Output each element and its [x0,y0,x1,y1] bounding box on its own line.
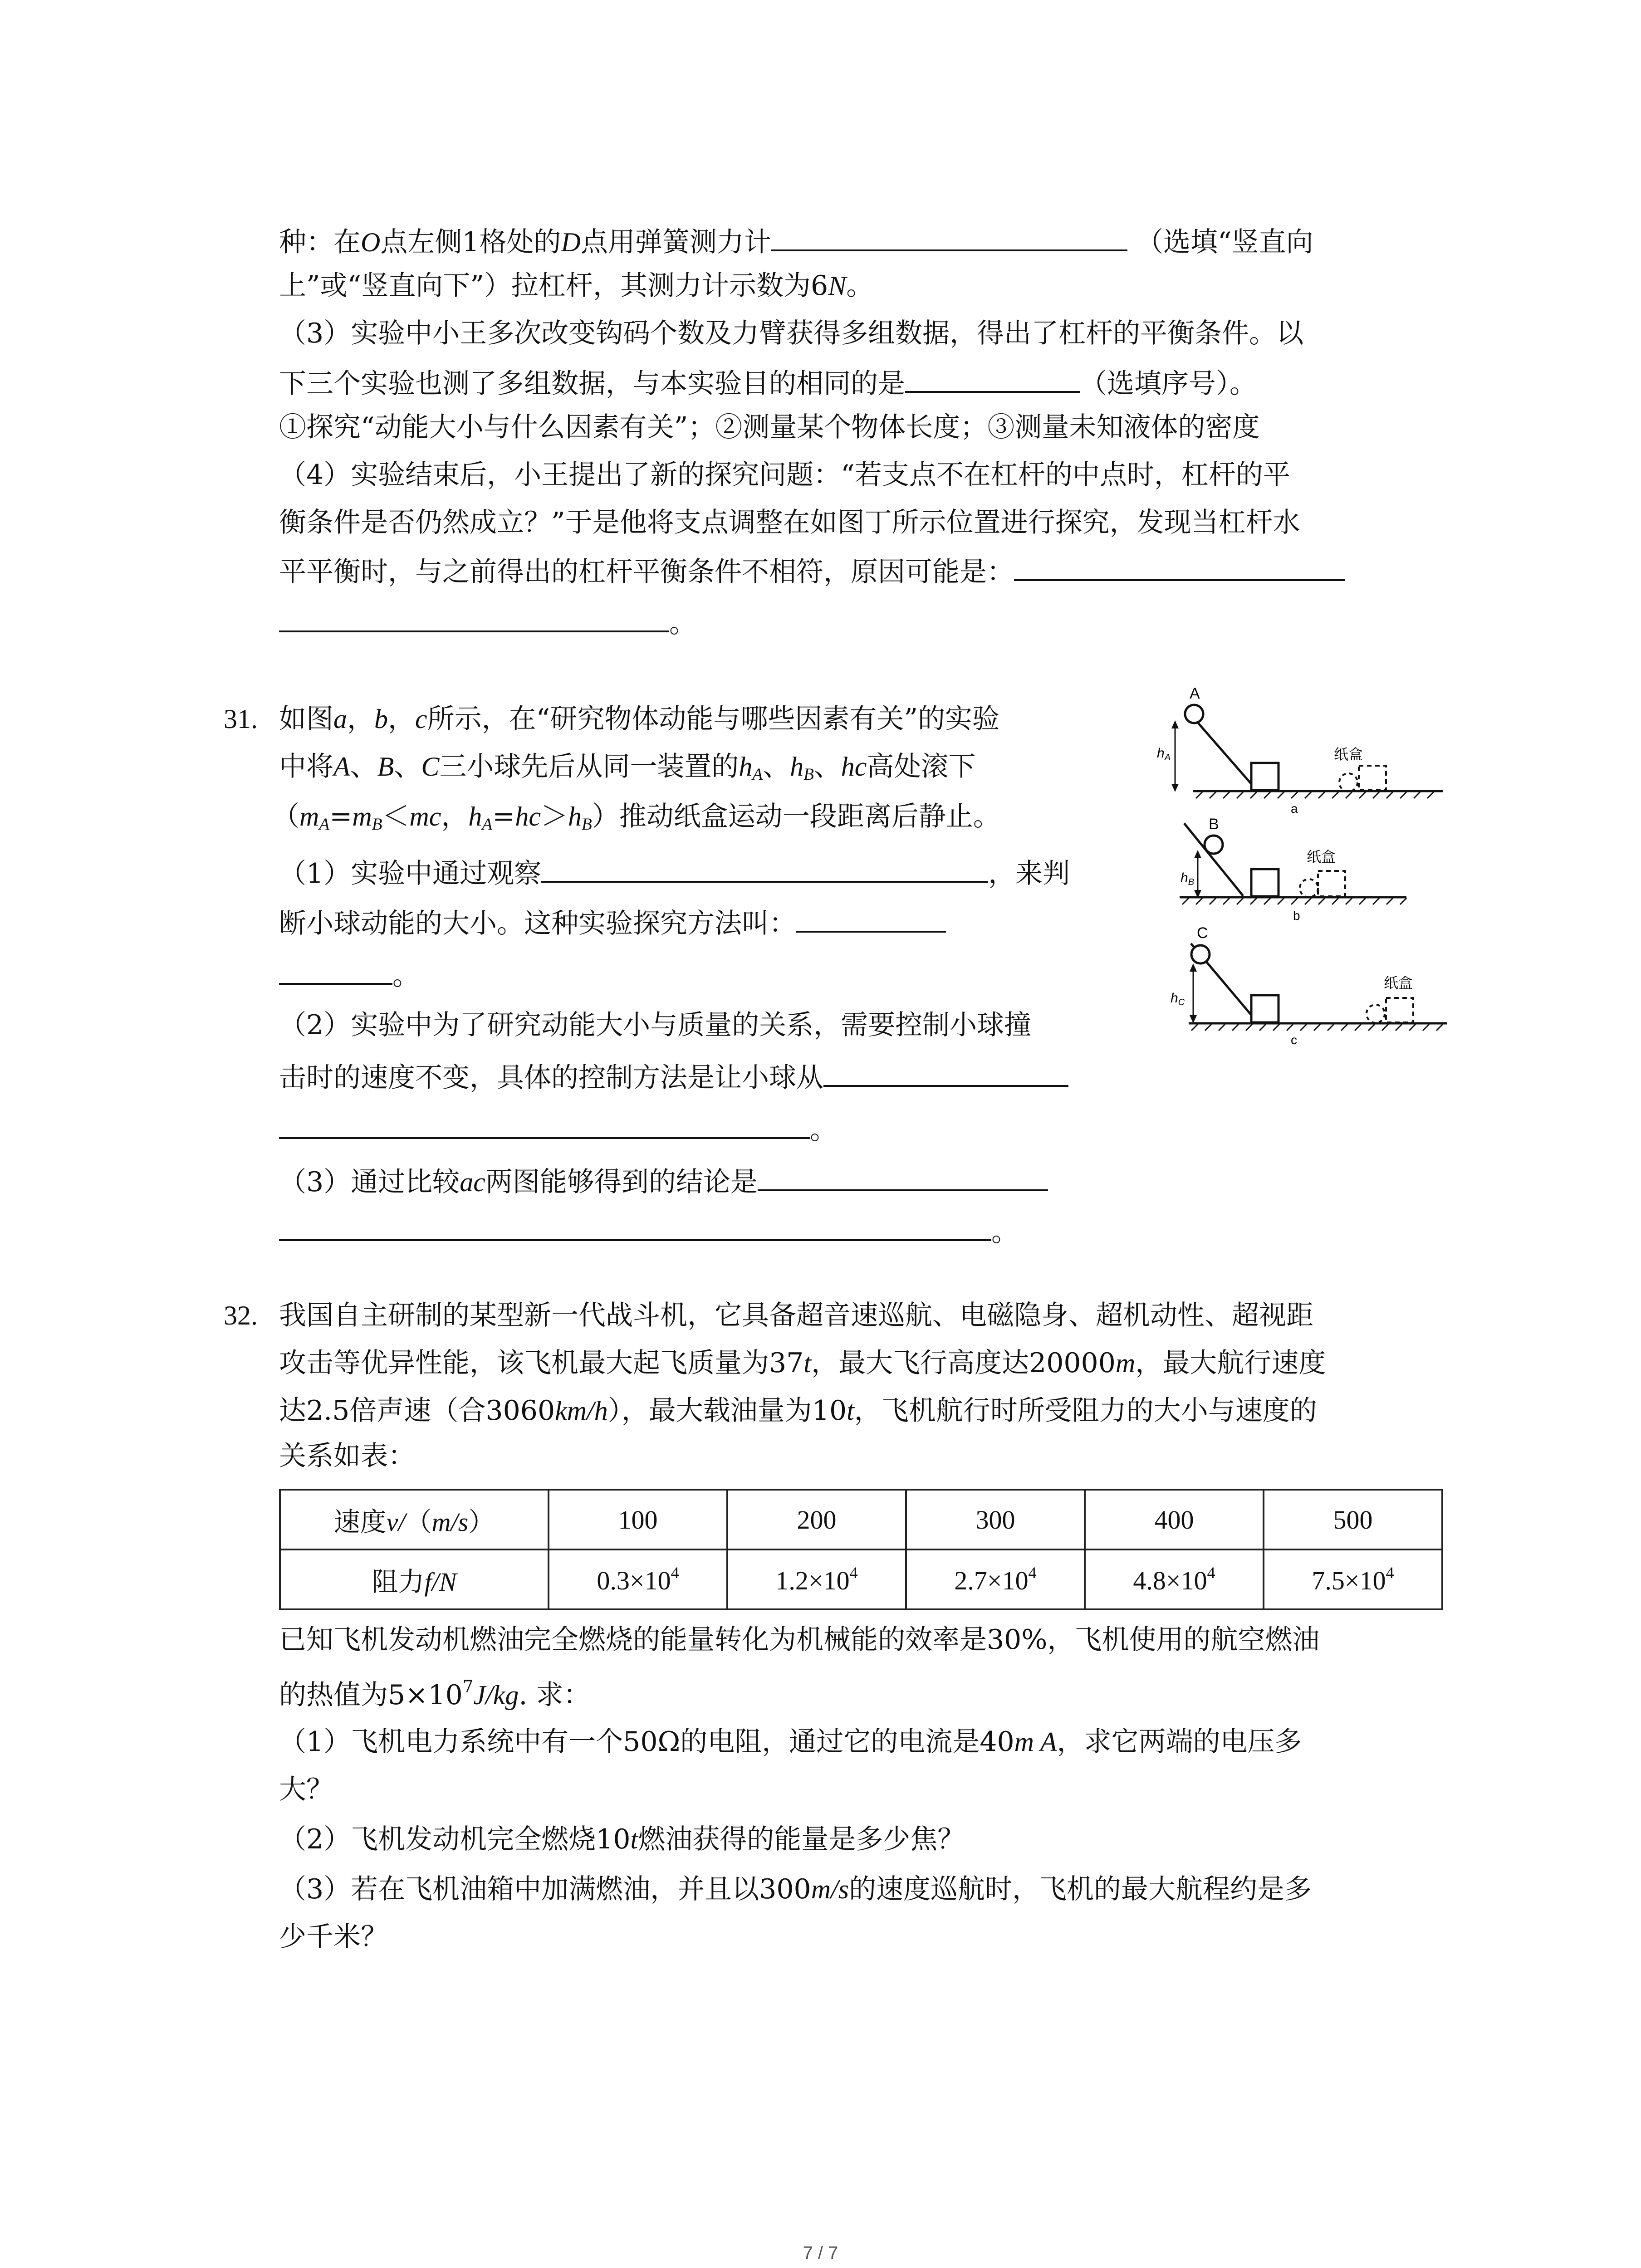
ball-a [1185,705,1203,723]
caption-c: c [1291,1033,1297,1047]
q31-line-7: （2）实验中为了研究动能大小与质量的关系，需要控制小球撞 [279,1009,1032,1041]
q31-line-2: 中将A、B、C三小球先后从同一装置的$h_A$、$h_B$、hc高处滚下 [279,751,976,784]
q32-line-1: 我国自主研制的某型新一代战斗机，它具备超音速巡航、电磁隐身、超机动性、超视距 [279,1300,1313,1331]
table-header-speed: 速度v/（m/s） [280,1490,549,1549]
q31-line-4: （1）实验中通过观察 ，来判 [279,858,1070,890]
ball-c [1191,945,1210,963]
ball-b [1205,836,1223,854]
q30-line-8: 平平衡时，与之前得出的杠杆平衡条件不相符，原因可能是： [279,556,1345,586]
h-c-label: $h_C$ [1171,991,1185,1007]
h-a-label: $h_A$ [1157,746,1171,763]
q32-line-7: （1）飞机电力系统中有一个50Ω的电阻，通过它的电流是40m A，求它两端的电压多 [279,1726,1302,1758]
figure-panel-c [1171,924,1447,1047]
table-cell: $7.5\times 10^4$ [1264,1549,1442,1609]
q31-number: 31. [224,704,258,734]
table-cell: 100 [549,1490,727,1549]
q31-line-11: 。 [279,1216,1019,1246]
ball-b-label: B [1209,816,1219,833]
speed-drag-table [279,1489,1443,1610]
q32-number: 32. [224,1300,258,1330]
q31-blank-7[interactable] [279,1216,991,1241]
h-b-label: $h_B$ [1181,870,1195,887]
q32-line-10: （3）若在飞机油箱中加满燃油，并且以300m/s的速度巡航时，飞机的最大航程约是多 [279,1873,1312,1905]
q30-line-2: 上”或“竖直向下”）拉杠杆，其测力计示数为6N。 [279,270,874,302]
paper-box-c [1386,998,1413,1022]
q31-line-6: 。 [279,959,420,989]
q32-line-6: 的热值为$5\times 10^7J/kg$. 求： [279,1677,591,1711]
q31-line-3: （$m_A=m_B<mc$，$h_A=hc>h_B$）推动纸盒运动一段距离后静止。 [272,801,1000,834]
table-cell: $0.3\times 10^4$ [549,1549,727,1609]
table-header-drag: 阻力f/N [280,1549,549,1609]
table-cell: 500 [1264,1490,1442,1549]
ball-a-label: A [1190,685,1200,702]
q32-line-3: 达2.5倍声速（合3060km/h），最大载油量为10t，飞机航行时所受阻力的大小与速度的 [279,1395,1317,1427]
q31-blank-5[interactable] [279,1114,810,1139]
q31-line-10: （3）通过比较ac两图能够得到的结论是 [279,1166,1048,1196]
table-row [280,1490,1442,1549]
q30-blank-1[interactable] [771,226,1127,251]
q31-blank-1[interactable] [541,857,988,883]
paper-box-label-a: 纸盒 [1334,746,1363,763]
paper-box-label-b: 纸盒 [1307,849,1336,865]
table-cell: $2.7\times 10^4$ [906,1549,1085,1609]
figure-panel-b [1180,816,1406,923]
figure-panel-a [1157,685,1443,816]
paper-box-b [1318,871,1345,896]
q32-line-4: 关系如表： [279,1440,415,1472]
q30-blank-4[interactable] [279,607,669,632]
caption-a: a [1291,802,1298,816]
q30-blank-3[interactable] [1014,556,1345,581]
q31-line-1: 如图a，b，c所示，在“研究物体动能与哪些因素有关”的实验 [279,703,999,735]
block-a [1251,763,1279,790]
caption-b: b [1293,909,1300,923]
q30-line-4: 下三个实验也测了多组数据，与本实验目的相同的是 （选填序号）。 [279,368,1257,400]
q32-line-9: （2）飞机发动机完全燃烧10t燃油获得的能量是多少焦？ [279,1823,965,1855]
q31-line-5: 断小球动能的大小。这种实验探究方法叫： [279,907,946,937]
paper-box-label-c: 纸盒 [1384,975,1413,991]
q32-line-2: 攻击等优异性能，该飞机最大起飞质量为37t，最大飞行高度达20000m，最大航行速度 [279,1347,1326,1379]
q31-line-9: 。 [279,1114,837,1144]
q32-line-5: 已知飞机发动机燃油完全燃烧的能量转化为机械能的效率是30%，飞机使用的航空燃油 [279,1624,1320,1656]
block-b [1251,869,1279,896]
table-row [280,1549,1442,1609]
q31-blank-3[interactable] [279,959,392,985]
q30-line-1: 种：在O点左侧1格处的D点用弹簧测力计 （选填“竖直向 [279,226,1313,258]
q30-line-7: 衡条件是否仍然成立？”于是他将支点调整在如图丁所示位置进行探究，发现当杠杆水 [279,507,1300,538]
table-cell: 400 [1085,1490,1264,1549]
q31-blank-4[interactable] [823,1061,1068,1087]
table-cell: 300 [906,1490,1085,1549]
q30-line-3: （3）实验中小王多次改变钩码个数及力臂获得多组数据，得出了杠杆的平衡条件。以 [279,318,1304,349]
paper-box-a [1359,766,1386,790]
q31-blank-6[interactable] [758,1166,1048,1191]
page-number: 7 / 7 [803,2243,838,2263]
q30-line-5: ①探究“动能大小与什么因素有关”；②测量某个物体长度；③测量未知液体的密度 [279,411,1260,443]
table-cell: $1.2\times 10^4$ [727,1549,906,1609]
q31-figure [1152,685,1452,1048]
q32-line-11: 少千米？ [279,1921,388,1953]
q32-line-8: 大？ [279,1774,333,1805]
table-cell: 200 [727,1490,906,1549]
q30-line-6: （4）实验结束后，小王提出了新的探究问题：“若支点不在杠杆的中点时，杠杆的平 [279,459,1290,491]
table-cell: $4.8\times 10^4$ [1085,1549,1264,1609]
q30-line-9: 。 [279,607,696,637]
q31-blank-2[interactable] [796,907,946,933]
q31-line-8: 击时的速度不变，具体的控制方法是让小球从 [279,1061,1068,1091]
ball-c-label: C [1197,924,1208,942]
q30-blank-2[interactable] [905,367,1080,393]
block-c [1251,995,1279,1022]
